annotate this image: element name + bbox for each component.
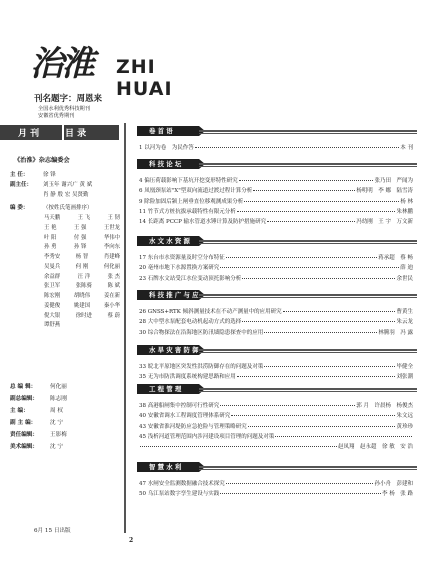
member-name: 王 艳 bbox=[44, 224, 57, 231]
member-name: 秦小华 bbox=[103, 302, 120, 309]
toc-entry-title: 47 水闸安全监测数据融合技术探究 bbox=[139, 481, 225, 487]
toc-entry[interactable] bbox=[139, 176, 413, 184]
staff-row: 主 编： 周 权 bbox=[10, 408, 63, 414]
vice-value-2: 肖 静 殷 宏 吴贤勤 bbox=[43, 192, 89, 198]
section-header bbox=[137, 290, 417, 309]
leader-dots bbox=[244, 201, 399, 202]
member-row bbox=[44, 243, 120, 253]
member-row bbox=[44, 321, 120, 331]
member-name: 胡晓伟 bbox=[73, 293, 91, 299]
toc-entry-author: 黄珍珍 bbox=[396, 423, 413, 430]
toc-entry-author: 余世民 bbox=[396, 275, 413, 282]
leader-dots bbox=[220, 493, 381, 494]
toc-entry-continued bbox=[139, 442, 413, 450]
toc-entry[interactable] bbox=[139, 372, 413, 380]
leader-dots bbox=[264, 366, 395, 367]
toc-entry-title: 11 竹节式方桩抗拔承载特性有限元分析 bbox=[139, 208, 236, 215]
director-value: 徐 锋 bbox=[43, 172, 56, 178]
member-name: 叶 阳 bbox=[44, 234, 57, 241]
leader-dots bbox=[220, 267, 399, 268]
director-row bbox=[10, 170, 123, 178]
toc-entry-title: 9 除险加固后颍上闸垂直位移观测成果分析 bbox=[139, 198, 244, 205]
member-name: 马天鹏 bbox=[44, 215, 61, 221]
member-row bbox=[44, 273, 120, 283]
toc-entry[interactable] bbox=[139, 253, 413, 261]
member-row bbox=[44, 263, 120, 273]
member-name: 杨 智 bbox=[75, 254, 89, 260]
journal-name-en: ZHI HUAI bbox=[116, 56, 173, 100]
toc-entry[interactable] bbox=[139, 274, 413, 282]
toc-entry-author: 林腾羽 冯 露 bbox=[378, 329, 413, 336]
member-name: 肖建峰 bbox=[103, 254, 120, 260]
toc-entry-author: 张乃田 严闻为 bbox=[374, 178, 413, 184]
vice-row-1 bbox=[10, 180, 123, 188]
member-name: 陈 斌 bbox=[107, 283, 120, 290]
member-name: 华伟中 bbox=[103, 234, 120, 241]
member-row bbox=[44, 214, 120, 224]
toc-entry-title: 43 安徽省淮河堤防应急抢险与管理策略研究 bbox=[139, 423, 247, 430]
member-name: 付 强 bbox=[73, 234, 87, 241]
toc-entry[interactable] bbox=[139, 362, 413, 370]
section-header bbox=[137, 126, 417, 136]
leader-dots bbox=[140, 446, 337, 447]
leader-dots bbox=[275, 436, 412, 437]
member-row bbox=[44, 312, 120, 322]
toc-entry-author: 杨 林 bbox=[400, 198, 413, 205]
toc-entry-title: 20 亳州市地下水源置换方案研究 bbox=[139, 265, 220, 272]
toc-entry-author: 蒋承超 蔡 畅 bbox=[378, 255, 413, 261]
member-name: 谭舒燕 bbox=[44, 322, 61, 329]
member-name: 孙 勇 bbox=[44, 244, 57, 251]
leader-dots bbox=[226, 257, 378, 258]
staff-row: 副 主 编： 沈 宁 bbox=[10, 420, 63, 426]
member-row bbox=[44, 302, 120, 312]
member-list bbox=[44, 214, 124, 331]
toc-entry-author: 杨明明 李 娜 陆雪涛 bbox=[356, 188, 413, 195]
toc-entry-author: 郭 月 许晨杨 杨俊杰 bbox=[356, 403, 413, 409]
leader-dots bbox=[264, 332, 377, 333]
toc-entry[interactable] bbox=[139, 217, 413, 225]
leader-dots bbox=[267, 221, 355, 222]
member-name: 蔡 蔚 bbox=[107, 312, 120, 319]
member-name: 姜在新 bbox=[103, 293, 120, 299]
journal-logo: 治淮 bbox=[30, 44, 92, 84]
section-title: 水 文 水 资 源 bbox=[137, 236, 199, 246]
member-name: 吴曼兵 bbox=[44, 263, 61, 270]
leader-dots bbox=[220, 405, 355, 406]
toc-entry-title: 6 凤凰颈泵站"X"型双向流道过渡过程计算分析 bbox=[139, 188, 253, 195]
member-row bbox=[44, 234, 120, 244]
member-row bbox=[44, 253, 120, 263]
toc-entry-author: 薛 迪 bbox=[400, 265, 413, 272]
director-label: 主 任： bbox=[10, 172, 29, 178]
toc-entry-author: 毕健全 bbox=[396, 364, 413, 370]
toc-entry-author: 冯幼刚 王 宇 万文新 bbox=[356, 219, 413, 226]
toc-entry-title: 23 石牌水文站受江水位变动顶托影响分析 bbox=[139, 275, 242, 282]
member-name: 汪 洋 bbox=[77, 273, 91, 280]
section-title: 卷 首 语 bbox=[137, 126, 199, 136]
toc-entry-title: 35 无为市防洪调度系统构建思路和应用 bbox=[139, 374, 236, 381]
toc-entry-author: 朱林鹏 bbox=[396, 208, 413, 215]
staff-row: 总 编 辑： 何化丽 bbox=[10, 384, 67, 390]
toc-entry[interactable] bbox=[139, 307, 413, 315]
toc-entry[interactable] bbox=[139, 197, 413, 205]
section-title: 智 慧 水 利 bbox=[137, 462, 199, 472]
member-name: 何 刚 bbox=[75, 263, 89, 270]
section-header bbox=[137, 236, 417, 246]
section-title: 科 技 论 坛 bbox=[137, 159, 199, 169]
toc-entry-title: 45 浅析河道管理范围内涉河建设项目管理的问题及对策 bbox=[139, 433, 275, 440]
toc-entry-title: 50 乌江泵站数字孪生建设与实践 bbox=[139, 491, 220, 498]
publication-date: 6月 15 日出版 bbox=[34, 528, 71, 534]
member-name: 王 强 bbox=[73, 224, 87, 231]
member-row bbox=[44, 224, 120, 234]
member-name: 余益群 bbox=[44, 273, 61, 280]
toc-entry[interactable] bbox=[139, 401, 413, 409]
section-title: 科 技 推 广 与 应 用 bbox=[137, 290, 199, 300]
toc-header-right: 目 录 bbox=[65, 129, 87, 139]
member-name: 张陈骑 bbox=[75, 283, 92, 290]
leader-dots bbox=[253, 190, 355, 191]
toc-header bbox=[0, 125, 119, 140]
toc-entry[interactable] bbox=[139, 422, 413, 430]
section-title: 工 程 管 理 bbox=[137, 384, 199, 394]
member-name: 姜健俊 bbox=[44, 302, 61, 309]
vice-label: 副主任： bbox=[10, 182, 33, 188]
toc-entry-author: 李 杨 张 路 bbox=[382, 491, 413, 498]
members-label: 编 委： bbox=[10, 205, 29, 211]
toc-entry-author: 赵凤翔 赵永超 徐 敏 安 浩 bbox=[338, 444, 413, 451]
toc-entry-title: 28 大中型水泵配套电动机起动方式的选择 bbox=[139, 319, 242, 326]
section-header bbox=[137, 345, 417, 355]
toc-entry-title: 33 皖北平原地区突发性洪涝防御存在的问题及对策 bbox=[139, 364, 264, 370]
member-name: 倪大银 bbox=[44, 312, 61, 319]
member-name: 李秀安 bbox=[44, 254, 61, 260]
toc-entry[interactable] bbox=[139, 328, 413, 336]
toc-entry-title: 40 安徽省调水工程调度管理体系研究 bbox=[139, 413, 231, 420]
member-name: 孙 锋 bbox=[73, 244, 87, 251]
honor-line-1: 全国水利优秀科技期刊 bbox=[38, 106, 90, 112]
toc-entry-author: 朱云龙 bbox=[396, 319, 413, 326]
toc-entry[interactable] bbox=[139, 489, 413, 497]
leader-dots bbox=[242, 278, 395, 279]
member-name: 王世龙 bbox=[103, 224, 120, 231]
toc-entry[interactable] bbox=[139, 263, 413, 271]
members-row bbox=[10, 203, 123, 211]
member-name: 王 韧 bbox=[107, 215, 120, 221]
toc-header-divider bbox=[62, 125, 64, 140]
committee-title: 《治淮》杂志编委会 bbox=[14, 157, 70, 164]
section-header bbox=[137, 159, 417, 169]
member-name: 陈宏刚 bbox=[44, 293, 61, 299]
toc-entry[interactable] bbox=[139, 207, 413, 215]
toc-entry[interactable] bbox=[139, 411, 413, 419]
member-name: 李向东 bbox=[103, 244, 120, 251]
toc-entry[interactable] bbox=[139, 186, 413, 194]
title-inscriber: 刊名题字：周恩来 bbox=[34, 94, 103, 104]
leader-dots bbox=[231, 415, 395, 416]
member-name: 张 杰 bbox=[107, 273, 120, 280]
column-divider bbox=[124, 123, 126, 533]
leader-dots bbox=[226, 483, 374, 484]
toc-entry-author: 本 刊 bbox=[400, 145, 413, 151]
toc-entry[interactable] bbox=[139, 432, 413, 440]
toc-entry-title: 17 东台市水资源量及时空分布特征 bbox=[139, 255, 225, 261]
member-row bbox=[44, 282, 120, 292]
toc-entry-author: 孙小舟 彭建和 bbox=[374, 481, 413, 487]
toc-entry[interactable] bbox=[139, 317, 413, 325]
member-name: 王 飞 bbox=[77, 215, 91, 221]
honor-line-2: 安徽省优秀期刊 bbox=[38, 113, 75, 119]
leader-dots bbox=[239, 180, 374, 181]
vice-value-1: 刘玉年 谢兴广 黄 斌 bbox=[43, 182, 93, 188]
member-name: 张卫军 bbox=[44, 283, 61, 290]
toc-entry-title: 26 GNSS+RTK 倾斜测量技术在不动产测量中的应用研究 bbox=[139, 309, 282, 315]
leader-dots bbox=[248, 426, 396, 427]
toc-entry[interactable] bbox=[139, 479, 413, 487]
section-header bbox=[137, 462, 417, 472]
toc-entry-title: 1 以河为卷 为民作答 bbox=[139, 145, 194, 151]
toc-entry-author: 刘张潮 bbox=[396, 374, 413, 381]
toc-header-left: 月 刊 bbox=[18, 129, 40, 139]
toc-entry[interactable] bbox=[139, 143, 413, 151]
leader-dots bbox=[237, 211, 396, 212]
staff-row: 副总编辑： 陈志刚 bbox=[10, 396, 67, 402]
toc-entry-title: 38 高港船闸集中控制可行性研究 bbox=[139, 403, 220, 409]
member-row bbox=[44, 292, 120, 302]
members-note: （按姓氏笔画排序） bbox=[43, 205, 93, 211]
leader-dots bbox=[237, 376, 396, 377]
page-number: 2 bbox=[129, 537, 134, 544]
member-name: 何化丽 bbox=[103, 263, 120, 270]
staff-row: 美术编辑： 沈 宁 bbox=[10, 444, 63, 450]
member-name: 徐时进 bbox=[75, 312, 92, 319]
leader-dots bbox=[283, 311, 396, 312]
section-title: 水 旱 灾 害 防 御 bbox=[137, 345, 199, 355]
toc-entry-title: 30 综合物探法在沿海地区防汛墙隐患探查中的应用 bbox=[139, 329, 264, 336]
toc-entry-title: 4 偏压荷载影响下基坑开挖变形特性研究 bbox=[139, 178, 238, 184]
vice-row-2 bbox=[10, 190, 123, 198]
leader-dots bbox=[242, 321, 395, 322]
leader-dots bbox=[195, 147, 400, 148]
toc-entry-title: 14 长距离 PCCP 输水管道水锤计算及防护措施研究 bbox=[139, 219, 267, 226]
toc-entry-author: 曹黄生 bbox=[396, 309, 413, 315]
toc-entry-author: 朱文远 bbox=[396, 413, 413, 420]
section-header bbox=[137, 384, 417, 394]
member-name: 姚建国 bbox=[73, 302, 91, 309]
staff-row: 责任编辑： 王影梅 bbox=[10, 432, 67, 438]
